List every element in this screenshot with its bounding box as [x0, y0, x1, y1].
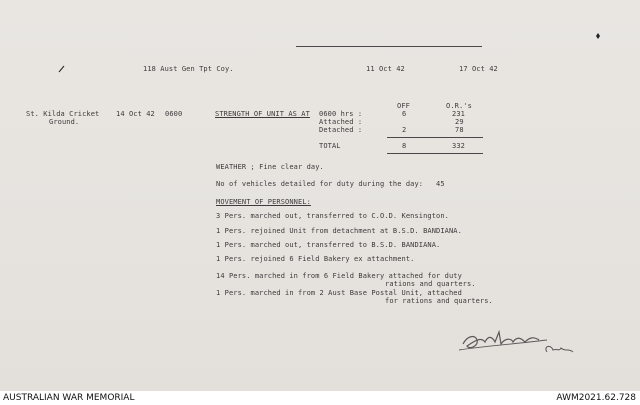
movement-item-1: 3 Pers. marched out, transferred to C.O.D. Kensington. [216, 212, 449, 220]
movement-item-4: 1 Pers. rejoined 6 Field Bakery ex attachment. [216, 255, 415, 263]
total-ors: 332 [452, 142, 465, 150]
footer-bar [0, 391, 640, 405]
vehicles-line: No of vehicles detailed for duty during the day: 45 [216, 180, 445, 188]
entry-date: 14 Oct 42 [116, 110, 155, 118]
top-rule [296, 46, 482, 47]
movement-heading: MOVEMENT OF PERSONNEL: [216, 198, 311, 206]
footer-source: AUSTRALIAN WAR MEMORIAL [3, 393, 135, 403]
strength-label: STRENGTH OF UNIT AS AT [215, 110, 310, 118]
row-detached-off: 2 [402, 126, 407, 134]
movement-item-5: 14 Pers. marched in from 6 Field Bakery attached for duty [216, 272, 462, 280]
row-unit-ors: 231 [452, 110, 465, 118]
strength-time: 0600 hrs : [319, 110, 363, 118]
total-label: TOTAL [319, 142, 341, 150]
movement-item-3: 1 Pers. marched out, transferred to B.S.D. BANDIANA. [216, 241, 441, 249]
total-off: 8 [402, 142, 407, 150]
place-line-1: St. Kilda Cricket [26, 110, 100, 118]
date-from: 11 Oct 42 [366, 65, 405, 73]
row-detached-ors: 78 [455, 126, 464, 134]
row-detached-label: Detached : [319, 126, 363, 134]
date-to: 17 Oct 42 [459, 65, 498, 73]
hole-mark-icon [594, 32, 602, 40]
total-rule-top [387, 137, 483, 138]
weather-line: WEATHER ; Fine clear day. [216, 163, 324, 171]
row-unit-off: 6 [402, 110, 407, 118]
row-attached-label: Attached : [319, 118, 363, 126]
total-rule-bottom [387, 153, 483, 154]
footer-accession-number: AWM2021.62.728 [556, 393, 636, 403]
col-off-header: OFF [397, 102, 410, 110]
movement-item-6: 1 Pers. marched in from 2 Aust Base Postal Unit, attached [216, 289, 462, 297]
col-ors-header: O.R.'s [446, 102, 472, 110]
unit-name: 118 Aust Gen Tpt Coy. [143, 65, 234, 73]
pin-mark-icon [57, 64, 67, 74]
entry-time: 0600 [165, 110, 183, 118]
row-attached-ors: 29 [455, 118, 464, 126]
movement-item-2: 1 Pers. rejoined Unit from detachment at B.S.D. BANDIANA. [216, 227, 462, 235]
movement-item-6-cont: for rations and quarters. [385, 297, 493, 305]
place-line-2: Ground. [49, 118, 80, 126]
signature-icon [455, 322, 605, 360]
movement-item-5-cont: rations and quarters. [385, 280, 476, 288]
